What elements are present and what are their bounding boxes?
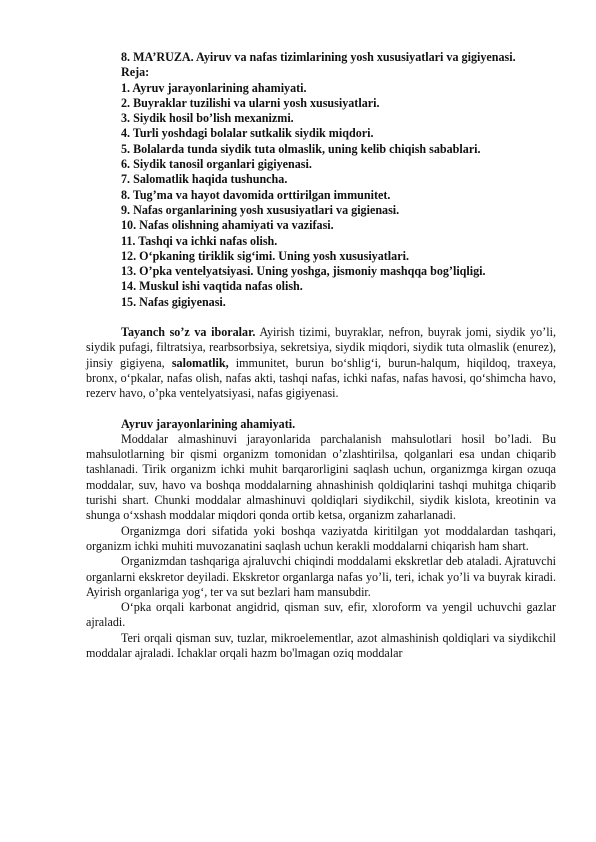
plan-item: 8. Tug’ma va hayot davomida orttirilgan immunitet. [121, 187, 391, 202]
plan-item: 11. Tashqi va ichki nafas olish. [121, 233, 278, 248]
lecture-title: 8. MA’RUZA. Ayiruv va nafas tizimlarining yosh xususiyatlari va gigiyenasi. [121, 50, 516, 64]
body-paragraph: Organizmdan tashqariga ajraluvchi chiqindi moddalami ekskretlar deb ataladi. Ajratuvchi organlarni ekskretor deyiladi. Ekskretor organlarga nafas yo’li, teri, ichak yo’li va buyrak kiradi. Ayirish organlariga yog‘, ter va sut bezlari ham mansubdir. [86, 554, 556, 599]
plan-list [86, 81, 556, 310]
spacer [86, 310, 556, 325]
keywords-emphasis: salomatlik, [171, 355, 229, 370]
plan-item: 3. Siydik hosil bo’lish mexanizmi. [121, 111, 294, 126]
plan-item: 12. O‘pkaning tiriklik sig‘imi. Uning yosh xususiyatlari. [121, 248, 409, 263]
plan-item: 10. Nafas olishning ahamiyati va vazifasi. [121, 218, 334, 233]
plan-item: 2. Buyraklar tuzilishi va ularni yosh xususiyatlari. [121, 95, 380, 110]
spacer [86, 402, 556, 417]
keywords-lead: Tayanch so’z va iboralar. [121, 325, 256, 340]
plan-item: 13. O’pka ventelyatsiyasi. Uning yoshga, jismoniy mashqqa bog’liqligi. [121, 264, 486, 279]
keywords-text: Ayirish tizimi, buyraklar, nefron, buyrak jomi, siydik yo’li, siydik pufagi, filtratsiya, rearbsorbsiya, sekretsiya, siydik miqdori, siydik tuta olmaslik (enurez), jinsiy gigiyena, [86, 325, 556, 370]
keywords-paragraph [86, 325, 556, 401]
document-page [86, 50, 556, 661]
plan-item: 15. Nafas gigiyenasi. [121, 294, 226, 309]
plan-item: 14. Muskul ishi vaqtida nafas olish. [121, 279, 303, 294]
plan-item: 5. Bolalarda tunda siydik tuta olmaslik, uning kelib chiqish sabablari. [121, 141, 481, 156]
keywords-text: immunitet, burun bo‘shlig‘i, burun-halqum, hiqildoq, traxeya, bronx, o‘pkalar, nafas olish, nafas akti, tashqi nafas, ichki nafas, nafas havosi, qo‘shimcha havo, rezerv havo, o’pka ventelyatsiyasi, nafas gigiyenasi. [86, 355, 556, 401]
plan-item: 6. Siydik tanosil organlari gigiyenasi. [121, 157, 312, 172]
body-paragraph: Teri orqali qisman suv, tuzlar, mikroelementlar, azot almashinish qoldiqlari va siydikchil moddalar ajraladi. Ichaklar orqali hazm bo'lmagan oziq moddalar [86, 630, 556, 660]
plan-item: 7. Salomatlik haqida tushuncha. [121, 172, 288, 187]
plan-label: Reja: [121, 65, 150, 80]
plan-item: 1. Ayruv jarayonlarining ahamiyati. [121, 80, 307, 95]
plan-item: 9. Nafas organlarining yosh xususiyatlari va gigienasi. [121, 202, 400, 217]
body-paragraph: O‘pka orqali karbonat angidrid, qisman suv, efir, xloroform va yengil uchuvchi gazlar ajraladi. [86, 600, 556, 630]
section-heading: Ayruv jarayonlarining ahamiyati. [121, 416, 296, 431]
plan-item: 4. Turli yoshdagi bolalar sutkalik siydik miqdori. [121, 126, 374, 141]
body-paragraph: Organizmga dori sifatida yoki boshqa vaziyatda kiritilgan yot moddalardan tashqari, organizm ichki muhiti muvozanatini saqlash uchun kerakli moddalarni chiqarish ham shart. [86, 523, 556, 553]
body-paragraph: Moddalar almashinuvi jarayonlarida parchalanish mahsulotlari hosil bo’ladi. Bu mahsulotlarning bir qismi organizm tomonidan o’zlashtirilsa, qolganlari esa undan chiqarib tashlanadi. Tirik organizm ichki muhit barqarorligini saqlash uchun, organizmga kirgan ozuqa moddalar, suv, havo va boshqa moddalarning ahnashinish qoldiqlarini tashqi muhitga chiqarib turishi shart. Chunki moddalar almashinuvi qoldiqlari siydikchil, siydik kislota, kreotinin va shunga o‘xshash moddalar miqdori qonda ortib ketsa, organizm zaharlanadi. [86, 431, 556, 523]
